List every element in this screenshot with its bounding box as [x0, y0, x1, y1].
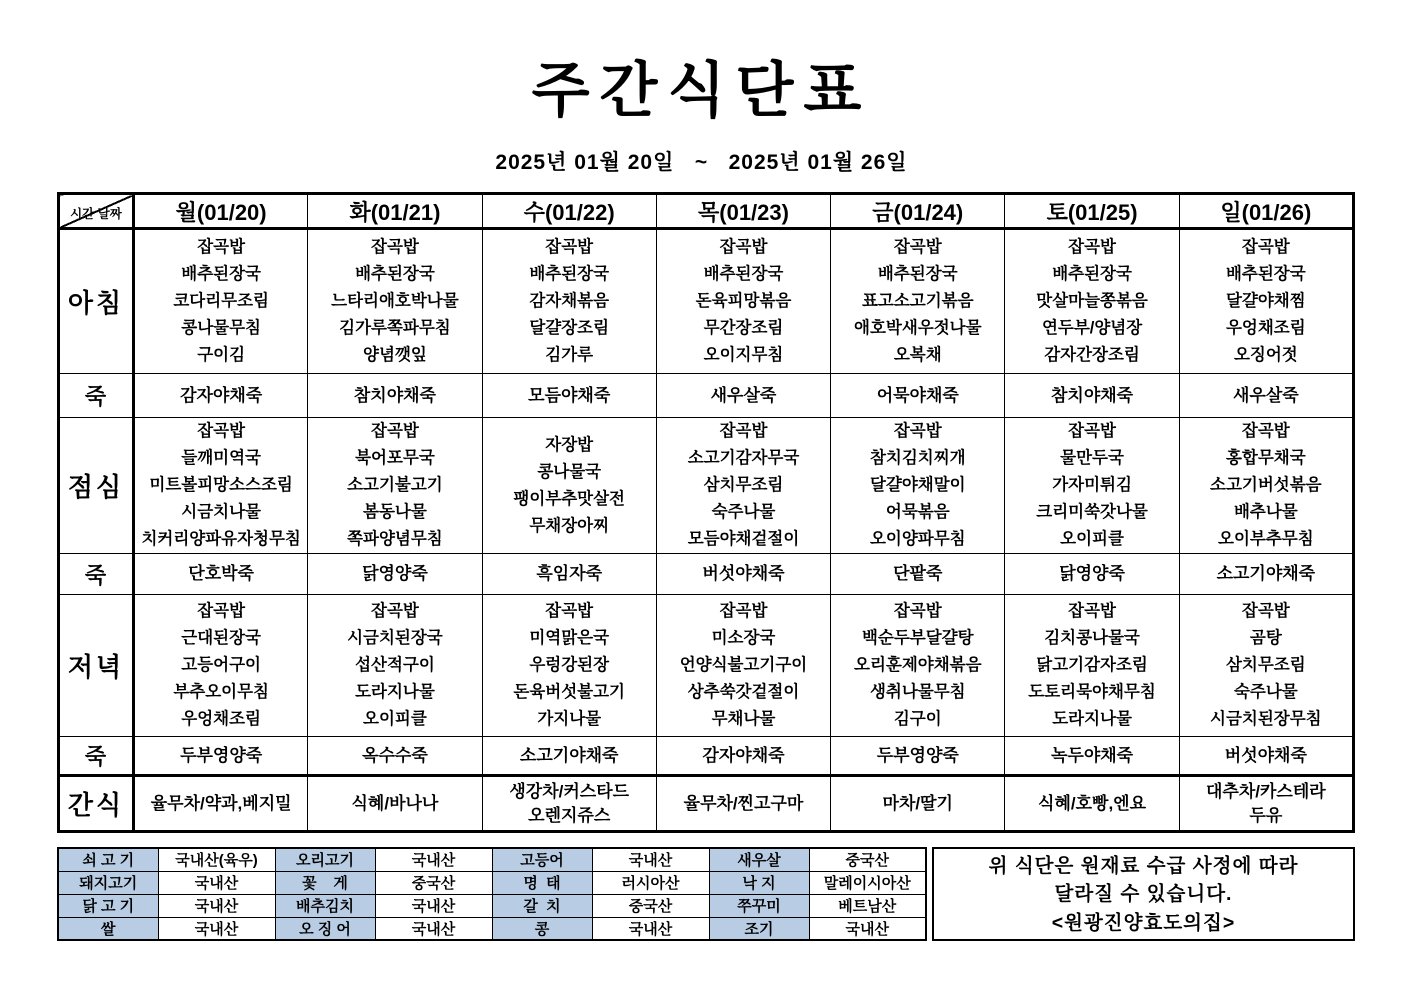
origin-value: 베트남산: [809, 894, 926, 917]
meal-item: 돈육버섯불고기: [513, 683, 625, 701]
meal-item: 단팥죽: [893, 564, 943, 583]
menu-row-juk: [59, 374, 1354, 418]
meal-cell: [656, 776, 830, 832]
menu-row-juk: [59, 554, 1354, 595]
origin-row: [58, 917, 926, 940]
row-label: 간식: [59, 776, 134, 832]
page-title: 주간식단표: [531, 57, 872, 124]
meal-item: 모듬야채겉절이: [687, 530, 800, 548]
meal-item: 자장밥: [545, 435, 594, 454]
meal-cell: [134, 374, 308, 418]
meal-item: 감자간장조림: [1044, 346, 1140, 364]
meal-item: 배추된장국: [703, 265, 784, 283]
meal-cell: [1179, 374, 1353, 418]
meal-item: 숙주나물: [711, 503, 776, 521]
origin-item-label: 오리고기: [275, 848, 375, 871]
meal-item: 오렌지쥬스: [528, 805, 611, 825]
meal-item: 시금치된장무침: [1210, 710, 1322, 728]
meal-item: 미소장국: [711, 629, 776, 647]
meal-cell: [831, 595, 1005, 737]
meal-item: 소고기야채죽: [519, 745, 619, 765]
meal-item: 어묵야채죽: [876, 385, 959, 405]
meal-cell: [134, 776, 308, 832]
meal-cell: [308, 554, 482, 595]
meal-cell: [134, 418, 308, 554]
meal-cell: [482, 374, 656, 418]
meal-item: 근대된장국: [181, 629, 261, 647]
meal-cell: [1005, 595, 1179, 737]
meal-item: 쪽파양념무침: [347, 530, 443, 548]
meal-item: 느타리애호박나물: [331, 292, 459, 310]
meal-item: 소고기야채죽: [1216, 564, 1316, 583]
meal-item: 도라지나물: [355, 683, 435, 701]
day-header: 화(01/21): [308, 194, 482, 229]
origin-value: 러시아산: [592, 871, 709, 894]
meal-item: 감자채볶음: [529, 292, 610, 310]
origin-item-label: 고등어: [492, 848, 592, 871]
meal-cell: [1005, 374, 1179, 418]
origins-table-body: [58, 848, 926, 940]
meal-item: 어묵볶음: [885, 503, 950, 521]
meal-item: 크리미쑥갓나물: [1036, 503, 1148, 521]
origin-item-label: 명 태: [492, 871, 592, 894]
day-header: 금(01/24): [831, 194, 1005, 229]
meal-item: 새우살죽: [710, 385, 777, 405]
meal-cell: [308, 737, 482, 776]
meal-item: 잡곡밥: [545, 238, 594, 256]
row-label: 아침: [59, 229, 134, 374]
origin-value: 국내산: [809, 917, 926, 940]
meal-item: 율무차/약과,베지밀: [150, 793, 292, 813]
meal-item: 미역맑은국: [529, 629, 610, 647]
meal-cell: [1179, 595, 1353, 737]
meal-item: 오리훈제야채볶음: [854, 656, 982, 674]
origin-value: 국내산: [375, 917, 492, 940]
meal-item: 소고기불고기: [347, 476, 443, 494]
meal-item: 달걀야채말이: [869, 476, 966, 494]
origin-value: 중국산: [375, 871, 492, 894]
meal-item: 삼치무조림: [1225, 656, 1306, 674]
note-line: <원광진양효도의집>: [1051, 911, 1236, 934]
meal-item: 북어포무국: [355, 449, 435, 467]
meal-item: 가지나물: [537, 710, 602, 728]
meal-cell: [831, 418, 1005, 554]
meal-cell: [134, 229, 308, 374]
meal-item: 배추된장국: [529, 265, 610, 283]
meal-cell: [1179, 418, 1353, 554]
meal-item: 흑임자죽: [536, 564, 603, 583]
origin-item-label: 새우살: [709, 848, 809, 871]
meal-item: 도라지나물: [1052, 710, 1132, 728]
meal-item: 코다리무조림: [173, 292, 269, 310]
menu-row-meal: [59, 229, 1354, 374]
origin-item-label: 오 징 어: [275, 917, 375, 940]
header-row: [59, 194, 1354, 229]
meal-cell: [482, 737, 656, 776]
meal-item: 단호박죽: [188, 564, 254, 583]
meal-cell: [308, 229, 482, 374]
meal-item: 달걀장조림: [529, 319, 610, 337]
meal-item: 들깨미역국: [181, 449, 261, 467]
meal-item: 달걀야채찜: [1225, 292, 1306, 310]
meal-item: 시금치된장국: [347, 629, 443, 647]
meal-item: 잡곡밥: [719, 238, 768, 256]
origin-value: 국내산: [158, 871, 275, 894]
origin-row: [58, 894, 926, 917]
meal-item: 버섯야채죽: [702, 564, 785, 583]
meal-item: 오이피클: [1060, 530, 1124, 548]
meal-item: 모듬야채죽: [528, 385, 611, 405]
meal-cell: [482, 229, 656, 374]
origin-row: [58, 871, 926, 894]
origin-value: 말레이시아산: [809, 871, 926, 894]
meal-item: 잡곡밥: [1068, 602, 1116, 620]
meal-item: 소고기버섯볶음: [1210, 476, 1322, 494]
meal-item: 감자야채죽: [702, 745, 785, 765]
meal-item: 배추된장국: [181, 265, 261, 283]
meal-item: 잡곡밥: [371, 422, 419, 440]
meal-cell: [831, 374, 1005, 418]
menu-row-meal: [59, 595, 1354, 737]
meal-cell: [482, 776, 656, 832]
meal-item: 참치야채죽: [353, 385, 436, 405]
meal-item: 연두부/양념장: [1041, 319, 1143, 337]
meal-cell: [1179, 554, 1353, 595]
meal-item: 배추된장국: [355, 265, 435, 283]
meal-item: 맛살마늘쫑볶음: [1036, 292, 1148, 310]
row-label: 죽: [59, 737, 134, 776]
menu-table: [57, 192, 1355, 833]
meal-item: 오복채: [893, 346, 942, 364]
menu-table-body: [59, 229, 1354, 832]
meal-item: 배추된장국: [1052, 265, 1132, 283]
meal-item: 상추쑥갓겉절이: [687, 683, 800, 701]
meal-item: 잡곡밥: [1241, 422, 1290, 440]
meal-item: 두부영양죽: [876, 745, 959, 765]
origin-value: 국내산: [592, 848, 709, 871]
meal-cell: [1005, 776, 1179, 832]
meal-item: 감자야채죽: [180, 385, 263, 405]
meal-cell: [134, 554, 308, 595]
meal-item: 백순두부달걀탕: [861, 629, 974, 647]
day-header: 월(01/20): [134, 194, 308, 229]
meal-item: 숙주나물: [1233, 683, 1298, 701]
meal-item: 잡곡밥: [1068, 422, 1116, 440]
origin-value: 국내산(육우): [158, 848, 275, 871]
meal-item: 김치콩나물국: [1044, 629, 1140, 647]
meal-cell: [308, 595, 482, 737]
meal-cell: [831, 737, 1005, 776]
origin-value: 국내산: [158, 917, 275, 940]
meal-item: 닭고기감자조림: [1036, 656, 1148, 674]
menu-table-header: [59, 194, 1354, 229]
meal-item: 버섯야채죽: [1224, 745, 1307, 765]
meal-cell: [1005, 737, 1179, 776]
menu-row-meal: [59, 418, 1354, 554]
meal-item: 잡곡밥: [1241, 602, 1290, 620]
origin-item-label: 돼지고기: [58, 871, 158, 894]
meal-cell: [134, 595, 308, 737]
meal-item: 잡곡밥: [197, 238, 246, 256]
meal-cell: [1179, 737, 1353, 776]
origin-value: 국내산: [158, 894, 275, 917]
meal-cell: [831, 554, 1005, 595]
meal-cell: [656, 229, 830, 374]
meal-item: 녹두야채죽: [1050, 745, 1134, 765]
meal-item: 오징어젓: [1233, 346, 1298, 364]
origin-item-label: 꽃 게: [275, 871, 375, 894]
meal-item: 부추오이무침: [173, 683, 269, 701]
meal-item: 배추된장국: [1225, 265, 1306, 283]
origin-value: 중국산: [592, 894, 709, 917]
meal-item: 무간장조림: [703, 319, 784, 337]
meal-item: 두부영양죽: [180, 745, 263, 765]
meal-item: 잡곡밥: [893, 422, 942, 440]
row-label: 저녁: [59, 595, 134, 737]
meal-item: 생강차/커스타드: [509, 781, 630, 801]
meal-item: 오이피클: [363, 710, 427, 728]
meal-item: 잡곡밥: [545, 602, 594, 620]
meal-item: 생취나물무침: [869, 683, 966, 701]
meal-item: 마차/딸기: [882, 793, 953, 813]
meal-cell: [1179, 229, 1353, 374]
day-header: 토(01/25): [1005, 194, 1179, 229]
meal-item: 삼치무조림: [703, 476, 784, 494]
meal-cell: [482, 418, 656, 554]
meal-item: 배추나물: [1233, 503, 1298, 521]
meal-cell: [1005, 418, 1179, 554]
meal-item: 잡곡밥: [197, 422, 246, 440]
meal-cell: [134, 737, 308, 776]
meal-item: 참치김치찌개: [869, 449, 966, 467]
meal-item: 닭영양죽: [362, 564, 428, 583]
meal-cell: [656, 737, 830, 776]
meal-item: 잡곡밥: [1068, 238, 1116, 256]
corner-label: 시간 날짜: [70, 207, 122, 221]
origin-item-label: 닭 고 기: [58, 894, 158, 917]
meal-cell: [1005, 229, 1179, 374]
meal-item: 두유: [1249, 805, 1283, 825]
meal-item: 곰탕: [1249, 629, 1282, 647]
meal-cell: [831, 229, 1005, 374]
meal-cell: [656, 554, 830, 595]
meal-item: 무채장아찌: [529, 516, 610, 535]
meal-item: 홍합무채국: [1225, 449, 1306, 467]
meal-item: 김구이: [893, 710, 942, 728]
origin-item-label: 배추김치: [275, 894, 375, 917]
day-header: 일(01/26): [1179, 194, 1353, 229]
origin-item-label: 조기: [709, 917, 809, 940]
origin-value: 중국산: [809, 848, 926, 871]
meal-item: 소고기감자무국: [687, 449, 800, 467]
meal-item: 닭영양죽: [1059, 564, 1125, 583]
meal-item: 애호박새우젓나물: [854, 319, 982, 337]
meal-item: 식혜/바나나: [351, 793, 439, 813]
meal-item: 우렁강된장: [529, 656, 610, 674]
meal-cell: [308, 418, 482, 554]
meal-cell: [656, 595, 830, 737]
meal-item: 구이김: [197, 346, 246, 364]
meal-item: 식혜/호빵,엔요: [1038, 793, 1147, 813]
day-header: 수(01/22): [482, 194, 656, 229]
meal-item: 가자미튀김: [1052, 476, 1132, 494]
origin-item-label: 쌀: [58, 917, 158, 940]
bottom-section: [57, 847, 1355, 941]
menu-row-snack: [59, 776, 1354, 832]
meal-cell: [656, 418, 830, 554]
meal-item: 섭산적구이: [355, 656, 435, 674]
origin-item-label: 쭈꾸미: [709, 894, 809, 917]
meal-item: 도토리묵야채무침: [1028, 683, 1156, 701]
origin-item-label: 콩: [492, 917, 592, 940]
meal-item: 우엉채조림: [1225, 319, 1306, 337]
date-range: 2025년 01월 20일 ~ 2025년 01월 26일: [495, 151, 908, 174]
origin-value: 국내산: [375, 848, 492, 871]
row-label: 점심: [59, 418, 134, 554]
meal-item: 참치야채죽: [1050, 385, 1134, 405]
meal-item: 시금치나물: [181, 503, 261, 521]
meal-item: 잡곡밥: [893, 602, 942, 620]
meal-item: 표고소고기볶음: [861, 292, 974, 310]
meal-item: 배추된장국: [877, 265, 958, 283]
meal-item: 무채나물: [711, 710, 776, 728]
meal-item: 오이지무침: [703, 346, 784, 364]
meal-item: 양념깻잎: [363, 346, 427, 364]
meal-item: 돈육피망볶음: [695, 292, 792, 310]
origin-value: 국내산: [592, 917, 709, 940]
meal-item: 치커리양파유자청무침: [141, 530, 301, 548]
meal-item: 팽이부추맛살전: [513, 489, 625, 508]
origin-item-label: 낙 지: [709, 871, 809, 894]
meal-item: 잡곡밥: [893, 238, 942, 256]
row-label: 죽: [59, 554, 134, 595]
meal-cell: [831, 776, 1005, 832]
meal-cell: [482, 595, 656, 737]
meal-item: 잡곡밥: [197, 602, 246, 620]
meal-item: 김가루쪽파무침: [339, 319, 451, 337]
meal-item: 대추차/카스테라: [1206, 781, 1326, 801]
meal-item: 옥수수죽: [362, 745, 428, 765]
meal-item: 잡곡밥: [371, 238, 419, 256]
meal-cell: [656, 374, 830, 418]
origin-value: 국내산: [375, 894, 492, 917]
note-line: 위 식단은 원재료 수급 사정에 따라: [988, 854, 1299, 877]
meal-item: 콩나물무침: [181, 319, 261, 337]
time-date-corner-cell: [59, 194, 134, 229]
origin-item-label: 갈 치: [492, 894, 592, 917]
meal-item: 고등어구이: [181, 656, 261, 674]
meal-item: 오이부추무침: [1218, 530, 1314, 548]
origins-table: [57, 847, 927, 941]
meal-item: 콩나물국: [537, 462, 602, 481]
origin-item-label: 쇠 고 기: [58, 848, 158, 871]
meal-item: 새우살죽: [1232, 385, 1299, 405]
meal-cell: [308, 776, 482, 832]
note-line: 달라질 수 있습니다.: [1054, 883, 1233, 905]
meal-item: 봄동나물: [363, 503, 427, 521]
meal-cell: [1179, 776, 1353, 832]
menu-row-juk: [59, 737, 1354, 776]
meal-item: 잡곡밥: [719, 422, 768, 440]
meal-item: 물만두국: [1060, 449, 1124, 467]
day-header: 목(01/23): [656, 194, 830, 229]
origin-row: [58, 848, 926, 871]
note-box: [932, 847, 1355, 941]
meal-item: 오이양파무침: [869, 530, 966, 548]
meal-item: 우엉채조림: [181, 710, 261, 728]
meal-item: 잡곡밥: [371, 602, 419, 620]
meal-cell: [308, 374, 482, 418]
meal-cell: [1005, 554, 1179, 595]
row-label: 죽: [59, 374, 134, 418]
meal-item: 미트볼피망소스조림: [149, 476, 293, 494]
meal-item: 김가루: [545, 346, 594, 364]
meal-item: 잡곡밥: [719, 602, 768, 620]
meal-item: 잡곡밥: [1241, 238, 1290, 256]
meal-cell: [482, 554, 656, 595]
meal-item: 율무차/찐고구마: [683, 793, 804, 813]
meal-item: 언양식불고기구이: [679, 656, 808, 674]
